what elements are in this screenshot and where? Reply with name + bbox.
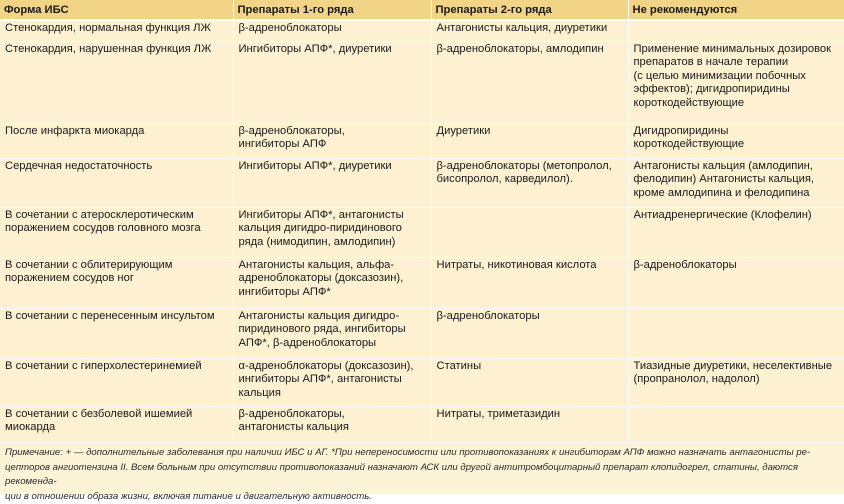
cell-first-line: Ингибиторы АПФ*, диуретики [233, 158, 431, 207]
cell-second-line: Нитраты, триметазидин [431, 406, 628, 442]
table-row [0, 308, 844, 358]
table-row [0, 123, 844, 158]
cell-not-recommended: Применение минимальных дозировок препаратов в начале терапии (с целью минимизации побочных эффектов); дигидропиридины короткодействующие [628, 41, 844, 123]
cell-form: Сердечная недостаточность [0, 158, 233, 207]
header-form: Форма ИБС [0, 0, 233, 20]
cell-second-line: Статины [431, 358, 628, 406]
header-first-line: Препараты 1-го ряда [233, 0, 431, 20]
cell-not-recommended: Антагонисты кальция (амлодипин, фелодипин) Антагонисты кальция, кроме амлодипина и фелодипина [628, 158, 844, 207]
table-row [0, 158, 844, 207]
header-second-line: Препараты 2-го ряда [431, 0, 628, 20]
cell-not-recommended [628, 406, 844, 442]
cell-first-line: β-адреноблокаторы, антагонисты кальция [233, 406, 431, 442]
cell-form: В сочетании с безболевой ишемией миокарда [0, 406, 233, 442]
cell-form: Стенокардия, нормальная функция ЛЖ [0, 20, 233, 41]
cell-not-recommended [628, 20, 844, 41]
cell-form: В сочетании с облитерирующим поражением сосудов ног [0, 257, 233, 308]
cell-first-line: β-адреноблокаторы, ингибиторы АПФ [233, 123, 431, 158]
cell-form: В сочетании с перенесенным инсультом [0, 308, 233, 358]
cell-not-recommended: β-адреноблокаторы [628, 257, 844, 308]
cell-first-line: Антагонисты кальция, альфа- адреноблокаторы (доксазозин), ингибиторы АПФ* [233, 257, 431, 308]
header-not-recommended: Не рекомендуются [628, 0, 844, 20]
cell-second-line: β-адреноблокаторы, амлодипин [431, 41, 628, 123]
cell-first-line: β-адреноблокаторы [233, 20, 431, 41]
cell-not-recommended: Тиазидные диуретики, неселективные (пропранолол, надолол) [628, 358, 844, 406]
table-row [0, 257, 844, 308]
cell-second-line [431, 207, 628, 257]
cell-form: В сочетании с гиперхолестеринемией [0, 358, 233, 406]
cell-not-recommended [628, 308, 844, 358]
table-row [0, 406, 844, 442]
cell-second-line: β-адреноблокаторы (метопролол, бисопролол, карведилол). [431, 158, 628, 207]
cell-not-recommended: Дигидропиридины короткодействующие [628, 123, 844, 158]
header-row [0, 0, 844, 20]
cell-form: Стенокардия, нарушенная функция ЛЖ [0, 41, 233, 123]
table-row [0, 41, 844, 123]
cell-first-line: Ингибиторы АПФ*, диуретики [233, 41, 431, 123]
cell-first-line: Антагонисты кальция дигидро- пиридинового ряда, ингибиторы АПФ*, β-адреноблокаторы [233, 308, 431, 358]
table-row [0, 207, 844, 257]
table-row [0, 20, 844, 41]
cell-second-line: Антагонисты кальция, диуретики [431, 20, 628, 41]
cell-second-line: Нитраты, никотиновая кислота [431, 257, 628, 308]
cell-second-line: β-адреноблокаторы [431, 308, 628, 358]
cell-second-line: Диуретики [431, 123, 628, 158]
table-footnote: Примечание: + — дополнительные заболевания при наличии ИБС и АГ. *При непереносимости или противопоказаниях к ингибиторам АПФ можно назначать антагонисты ре- цепторов ангиотензина II. Всем больным при отсутствии противопоказаний назначают АСК или другой антитромбоцитарный препарат клопидогрел, статины, даются рекоменда- ции в отношении образа жизни, включая питание и двигательную активность. [5, 447, 811, 502]
cell-form: В сочетании с атеросклеротическим поражением сосудов головного мозга [0, 207, 233, 257]
cell-form: После инфаркта миокарда [0, 123, 233, 158]
cell-not-recommended: Антиадренергические (Клофелин) [628, 207, 844, 257]
cell-first-line: Ингибиторы АПФ*, антагонисты кальция дигидро-пиридинового ряда (нимодипин, амлодипин) [233, 207, 431, 257]
table-row [0, 358, 844, 406]
cell-first-line: α-адреноблокаторы (доксазозин), ингибиторы АПФ*, антагонисты кальция [233, 358, 431, 406]
